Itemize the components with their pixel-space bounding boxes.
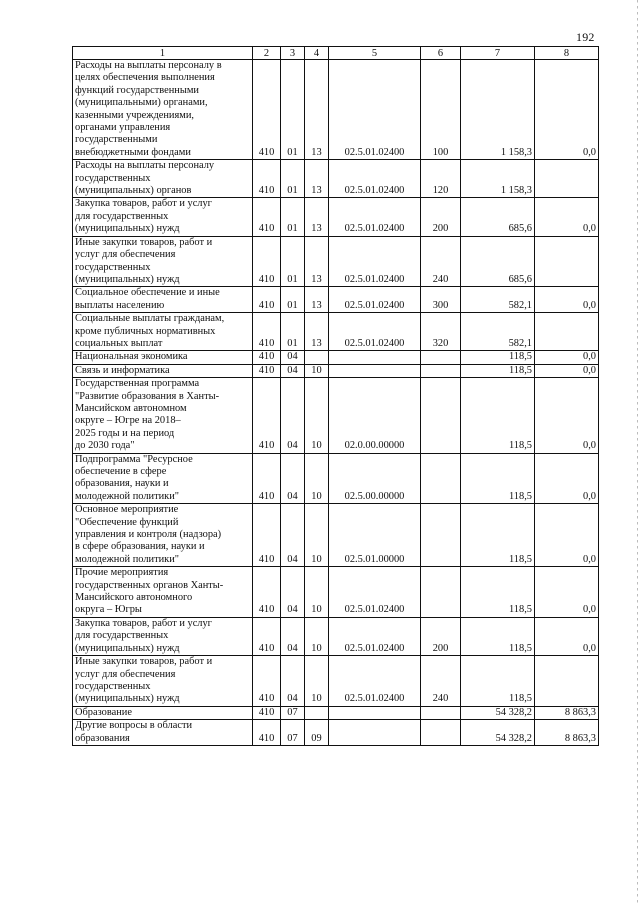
subvention-amount-cell: 0,0 [535, 567, 599, 618]
subvention-amount-cell: 0,0 [535, 60, 599, 160]
row-name-cell: Связь и информатика [73, 364, 253, 377]
header-cell: 5 [329, 47, 421, 60]
subvention-amount-cell: 0,0 [535, 351, 599, 364]
row-name-cell: Социальное обеспечение и иные выплаты населению [73, 287, 253, 313]
expense-type-cell: 240 [421, 656, 461, 707]
table-row [73, 617, 599, 655]
target-article-cell: 02.5.00.00000 [329, 453, 421, 504]
expense-type-cell: 300 [421, 287, 461, 313]
row-name-cell: Иные закупки товаров, работ и услуг для обеспечения государственных (муниципальных) нужд [73, 656, 253, 707]
table-row [73, 160, 599, 198]
section-code-cell: 04 [281, 567, 305, 618]
row-name-cell: Другие вопросы в области образования [73, 720, 253, 746]
target-article-cell: 02.5.01.02400 [329, 567, 421, 618]
expense-type-cell: 320 [421, 313, 461, 351]
subsection-code-cell: 13 [305, 198, 329, 236]
header-cell: 7 [461, 47, 535, 60]
target-article-cell: 02.5.01.02400 [329, 656, 421, 707]
table-row [73, 656, 599, 707]
table-row [73, 313, 599, 351]
subvention-amount-cell: 0,0 [535, 287, 599, 313]
target-article-cell: 02.5.01.02400 [329, 313, 421, 351]
amount-cell: 118,5 [461, 656, 535, 707]
subvention-amount-cell [535, 160, 599, 198]
admin-code-cell: 410 [253, 351, 281, 364]
row-name-cell: Закупка товаров, работ и услуг для государственных (муниципальных) нужд [73, 617, 253, 655]
admin-code-cell: 410 [253, 236, 281, 287]
row-name-cell: Расходы на выплаты персоналу государственных (муниципальных) органов [73, 160, 253, 198]
table-row [73, 60, 599, 160]
admin-code-cell: 410 [253, 720, 281, 746]
subsection-code-cell: 10 [305, 656, 329, 707]
row-name-cell: Расходы на выплаты персоналу в целях обеспечения выполнения функций государственными (муниципальными) органами, казенными учреждениями, органами управления государственными внебюджетными фондами [73, 60, 253, 160]
target-article-cell: 02.5.01.02400 [329, 236, 421, 287]
amount-cell: 118,5 [461, 504, 535, 567]
amount-cell: 582,1 [461, 313, 535, 351]
section-code-cell: 04 [281, 351, 305, 364]
subsection-code-cell: 10 [305, 453, 329, 504]
header-row [73, 47, 599, 60]
amount-cell: 118,5 [461, 453, 535, 504]
expense-type-cell [421, 378, 461, 453]
subvention-amount-cell: 8 863,3 [535, 706, 599, 719]
subvention-amount-cell: 0,0 [535, 364, 599, 377]
row-name-cell: Иные закупки товаров, работ и услуг для обеспечения государственных (муниципальных) нужд [73, 236, 253, 287]
table-row [73, 364, 599, 377]
table-row [73, 567, 599, 618]
table-row [73, 378, 599, 453]
table-row [73, 198, 599, 236]
target-article-cell [329, 706, 421, 719]
subsection-code-cell: 13 [305, 236, 329, 287]
section-code-cell: 04 [281, 364, 305, 377]
header-cell: 1 [73, 47, 253, 60]
header-cell: 4 [305, 47, 329, 60]
header-cell: 3 [281, 47, 305, 60]
target-article-cell: 02.5.01.02400 [329, 198, 421, 236]
section-code-cell: 07 [281, 720, 305, 746]
table-row [73, 720, 599, 746]
amount-cell: 118,5 [461, 567, 535, 618]
section-code-cell: 01 [281, 236, 305, 287]
admin-code-cell: 410 [253, 706, 281, 719]
amount-cell: 118,5 [461, 351, 535, 364]
row-name-cell: Прочие мероприятия государственных органов Ханты- Мансийского автономного округа – Югры [73, 567, 253, 618]
section-code-cell: 04 [281, 378, 305, 453]
expense-type-cell: 200 [421, 198, 461, 236]
admin-code-cell: 410 [253, 378, 281, 453]
subvention-amount-cell [535, 656, 599, 707]
target-article-cell: 02.5.01.02400 [329, 617, 421, 655]
expense-type-cell [421, 364, 461, 377]
scan-edge [637, 0, 638, 905]
amount-cell: 118,5 [461, 364, 535, 377]
row-name-cell: Подпрограмма "Ресурсное обеспечение в сфере образования, науки и молодежной политики" [73, 453, 253, 504]
section-code-cell: 07 [281, 706, 305, 719]
subsection-code-cell: 10 [305, 567, 329, 618]
subsection-code-cell: 09 [305, 720, 329, 746]
subsection-code-cell: 13 [305, 287, 329, 313]
target-article-cell: 02.0.00.00000 [329, 378, 421, 453]
expense-type-cell: 100 [421, 60, 461, 160]
subsection-code-cell [305, 706, 329, 719]
amount-cell: 685,6 [461, 236, 535, 287]
subvention-amount-cell: 0,0 [535, 198, 599, 236]
subsection-code-cell: 10 [305, 364, 329, 377]
row-name-cell: Социальные выплаты гражданам, кроме публичных нормативных социальных выплат [73, 313, 253, 351]
admin-code-cell: 410 [253, 287, 281, 313]
expense-type-cell [421, 504, 461, 567]
section-code-cell: 01 [281, 198, 305, 236]
table-row [73, 504, 599, 567]
row-name-cell: Национальная экономика [73, 351, 253, 364]
subsection-code-cell: 13 [305, 313, 329, 351]
section-code-cell: 01 [281, 160, 305, 198]
subvention-amount-cell: 0,0 [535, 453, 599, 504]
expense-type-cell [421, 567, 461, 618]
section-code-cell: 04 [281, 617, 305, 655]
subvention-amount-cell [535, 313, 599, 351]
expense-type-cell: 120 [421, 160, 461, 198]
subvention-amount-cell [535, 236, 599, 287]
target-article-cell: 02.5.01.02400 [329, 160, 421, 198]
admin-code-cell: 410 [253, 198, 281, 236]
expense-type-cell: 200 [421, 617, 461, 655]
amount-cell: 685,6 [461, 198, 535, 236]
subvention-amount-cell: 0,0 [535, 378, 599, 453]
expense-type-cell [421, 720, 461, 746]
admin-code-cell: 410 [253, 617, 281, 655]
admin-code-cell: 410 [253, 504, 281, 567]
header-cell: 6 [421, 47, 461, 60]
subsection-code-cell: 10 [305, 504, 329, 567]
expense-type-cell: 240 [421, 236, 461, 287]
table-row [73, 706, 599, 719]
target-article-cell [329, 364, 421, 377]
subsection-code-cell: 10 [305, 617, 329, 655]
admin-code-cell: 410 [253, 160, 281, 198]
section-code-cell: 01 [281, 287, 305, 313]
target-article-cell: 02.5.01.02400 [329, 60, 421, 160]
row-name-cell: Основное мероприятие "Обеспечение функций управления и контроля (надзора) в сфере образования, науки и молодежной политики" [73, 504, 253, 567]
page-number: 192 [576, 30, 595, 44]
subvention-amount-cell: 0,0 [535, 504, 599, 567]
row-name-cell: Государственная программа "Развитие образования в Ханты- Мансийском автономном округе – Югре на 2018– 2025 годы и на период до 2030 года" [73, 378, 253, 453]
section-code-cell: 04 [281, 504, 305, 567]
admin-code-cell: 410 [253, 656, 281, 707]
amount-cell: 54 328,2 [461, 720, 535, 746]
section-code-cell: 01 [281, 60, 305, 160]
subsection-code-cell: 13 [305, 60, 329, 160]
expense-type-cell [421, 453, 461, 504]
target-article-cell [329, 720, 421, 746]
header-cell: 2 [253, 47, 281, 60]
amount-cell: 1 158,3 [461, 60, 535, 160]
subvention-amount-cell: 8 863,3 [535, 720, 599, 746]
amount-cell: 1 158,3 [461, 160, 535, 198]
admin-code-cell: 410 [253, 567, 281, 618]
amount-cell: 54 328,2 [461, 706, 535, 719]
section-code-cell: 04 [281, 453, 305, 504]
target-article-cell: 02.5.01.02400 [329, 287, 421, 313]
row-name-cell: Образование [73, 706, 253, 719]
target-article-cell [329, 351, 421, 364]
admin-code-cell: 410 [253, 60, 281, 160]
amount-cell: 118,5 [461, 378, 535, 453]
row-name-cell: Закупка товаров, работ и услуг для государственных (муниципальных) нужд [73, 198, 253, 236]
subsection-code-cell: 10 [305, 378, 329, 453]
table-row [73, 236, 599, 287]
admin-code-cell: 410 [253, 364, 281, 377]
target-article-cell: 02.5.01.00000 [329, 504, 421, 567]
subsection-code-cell: 13 [305, 160, 329, 198]
amount-cell: 582,1 [461, 287, 535, 313]
expense-type-cell [421, 351, 461, 364]
subvention-amount-cell: 0,0 [535, 617, 599, 655]
budget-table [72, 46, 599, 746]
admin-code-cell: 410 [253, 313, 281, 351]
amount-cell: 118,5 [461, 617, 535, 655]
header-cell: 8 [535, 47, 599, 60]
section-code-cell: 04 [281, 656, 305, 707]
table-row [73, 453, 599, 504]
expense-type-cell [421, 706, 461, 719]
subsection-code-cell [305, 351, 329, 364]
table-row [73, 351, 599, 364]
admin-code-cell: 410 [253, 453, 281, 504]
section-code-cell: 01 [281, 313, 305, 351]
table-row [73, 287, 599, 313]
